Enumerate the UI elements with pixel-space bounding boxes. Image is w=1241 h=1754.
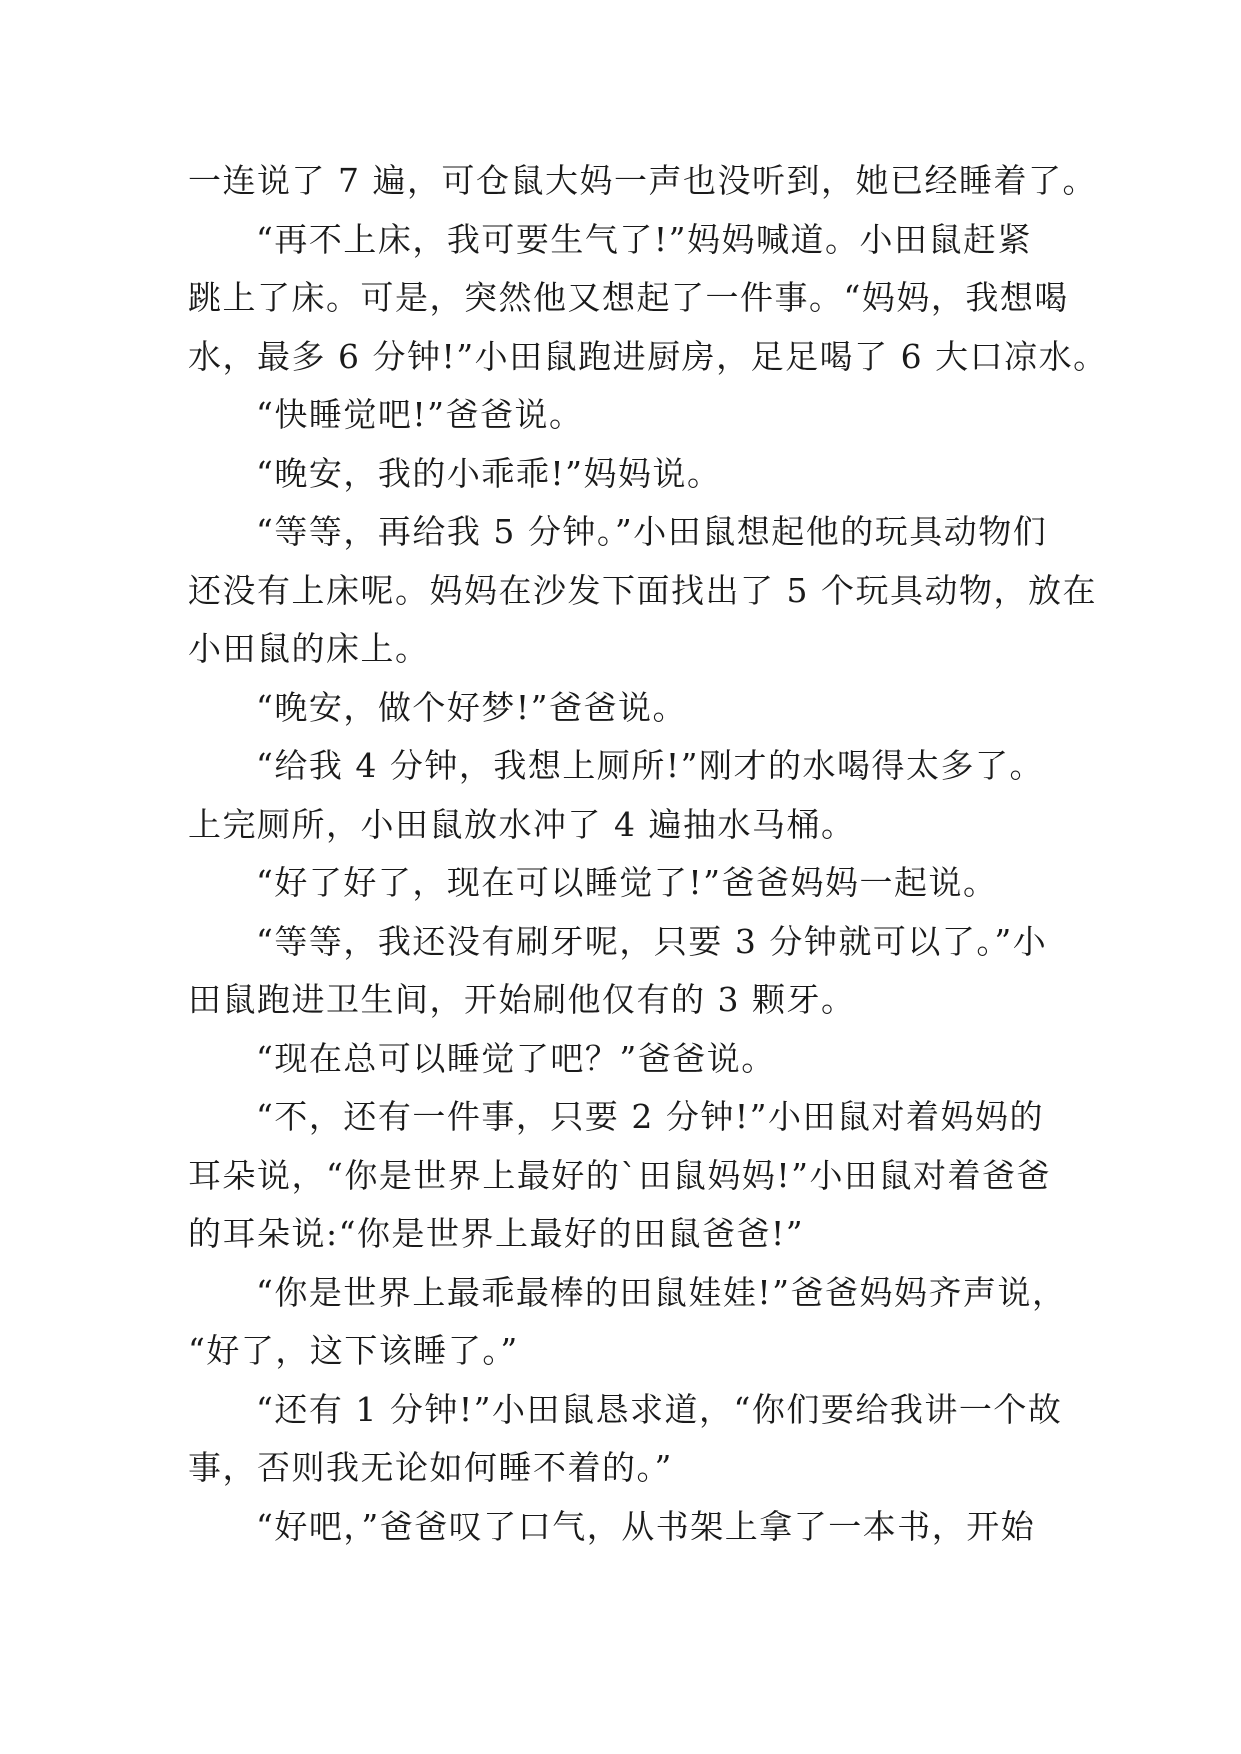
text-line: 耳朵说，“你是世界上最好的`田鼠妈妈!”小田鼠对着爸爸 (188, 1155, 1052, 1195)
text-line: “快睡觉吧!”爸爸说。 (256, 395, 584, 434)
text-line: 田鼠跑进卫生间，开始刷他仅有的 3 颗牙。 (188, 980, 856, 1019)
text-line: “好吧，”爸爸叹了口气，从书架上拿了一本书，开始 (256, 1506, 1036, 1546)
text-line: 的耳朵说:“你是世界上最好的田鼠爸爸!” (188, 1214, 805, 1253)
text-line: 小田鼠的床上。 (188, 629, 430, 668)
text-line: “现在总可以睡觉了吧？”爸爸说。 (256, 1038, 776, 1078)
text-line: “好了好了，现在可以睡觉了!”爸爸妈妈一起说。 (256, 863, 998, 902)
text-line: “不，还有一件事，只要 2 分钟!”小田鼠对着妈妈的 (256, 1097, 1044, 1136)
text-line: 事，否则我无论如何睡不着的。” (188, 1448, 673, 1487)
text-line: 跳上了床。可是，突然他又想起了一件事。“妈妈，我想喝 (188, 278, 1069, 317)
text-line: 一连说了 7 遍，可仓鼠大妈一声也没听到，她已经睡着了。 (188, 161, 1097, 200)
story-text (188, 152, 1108, 1556)
text-line: “等等，再给我 5 分钟。”小田鼠想起他的玩具动物们 (256, 512, 1048, 551)
text-line: “晚安，做个好梦!”爸爸说。 (256, 687, 688, 727)
text-line: “你是世界上最乖最棒的田鼠娃娃!”爸爸妈妈齐声说， (256, 1272, 1067, 1312)
text-line: 水，最多 6 分钟!”小田鼠跑进厨房，足足喝了 6 大口凉水。 (188, 336, 1108, 376)
text-line: “等等，我还没有刷牙呢，只要 3 分钟就可以了。”小 (256, 921, 1048, 961)
text-line: “还有 1 分钟!”小田鼠恳求道，“你们要给我讲一个故 (256, 1389, 1063, 1429)
text-line: 还没有上床呢。妈妈在沙发下面找出了 5 个玩具动物，放在 (188, 570, 1097, 610)
text-line: 上完厕所，小田鼠放水冲了 4 遍抽水马桶。 (188, 804, 856, 844)
text-line: “晚安，我的小乖乖!”妈妈说。 (256, 453, 722, 493)
text-line: “再不上床，我可要生气了!”妈妈喊道。小田鼠赶紧 (256, 219, 1033, 259)
text-line: “给我 4 分钟，我想上厕所!”刚才的水喝得太多了。 (256, 746, 1044, 785)
text-line: “好了，这下该睡了。” (188, 1331, 519, 1370)
